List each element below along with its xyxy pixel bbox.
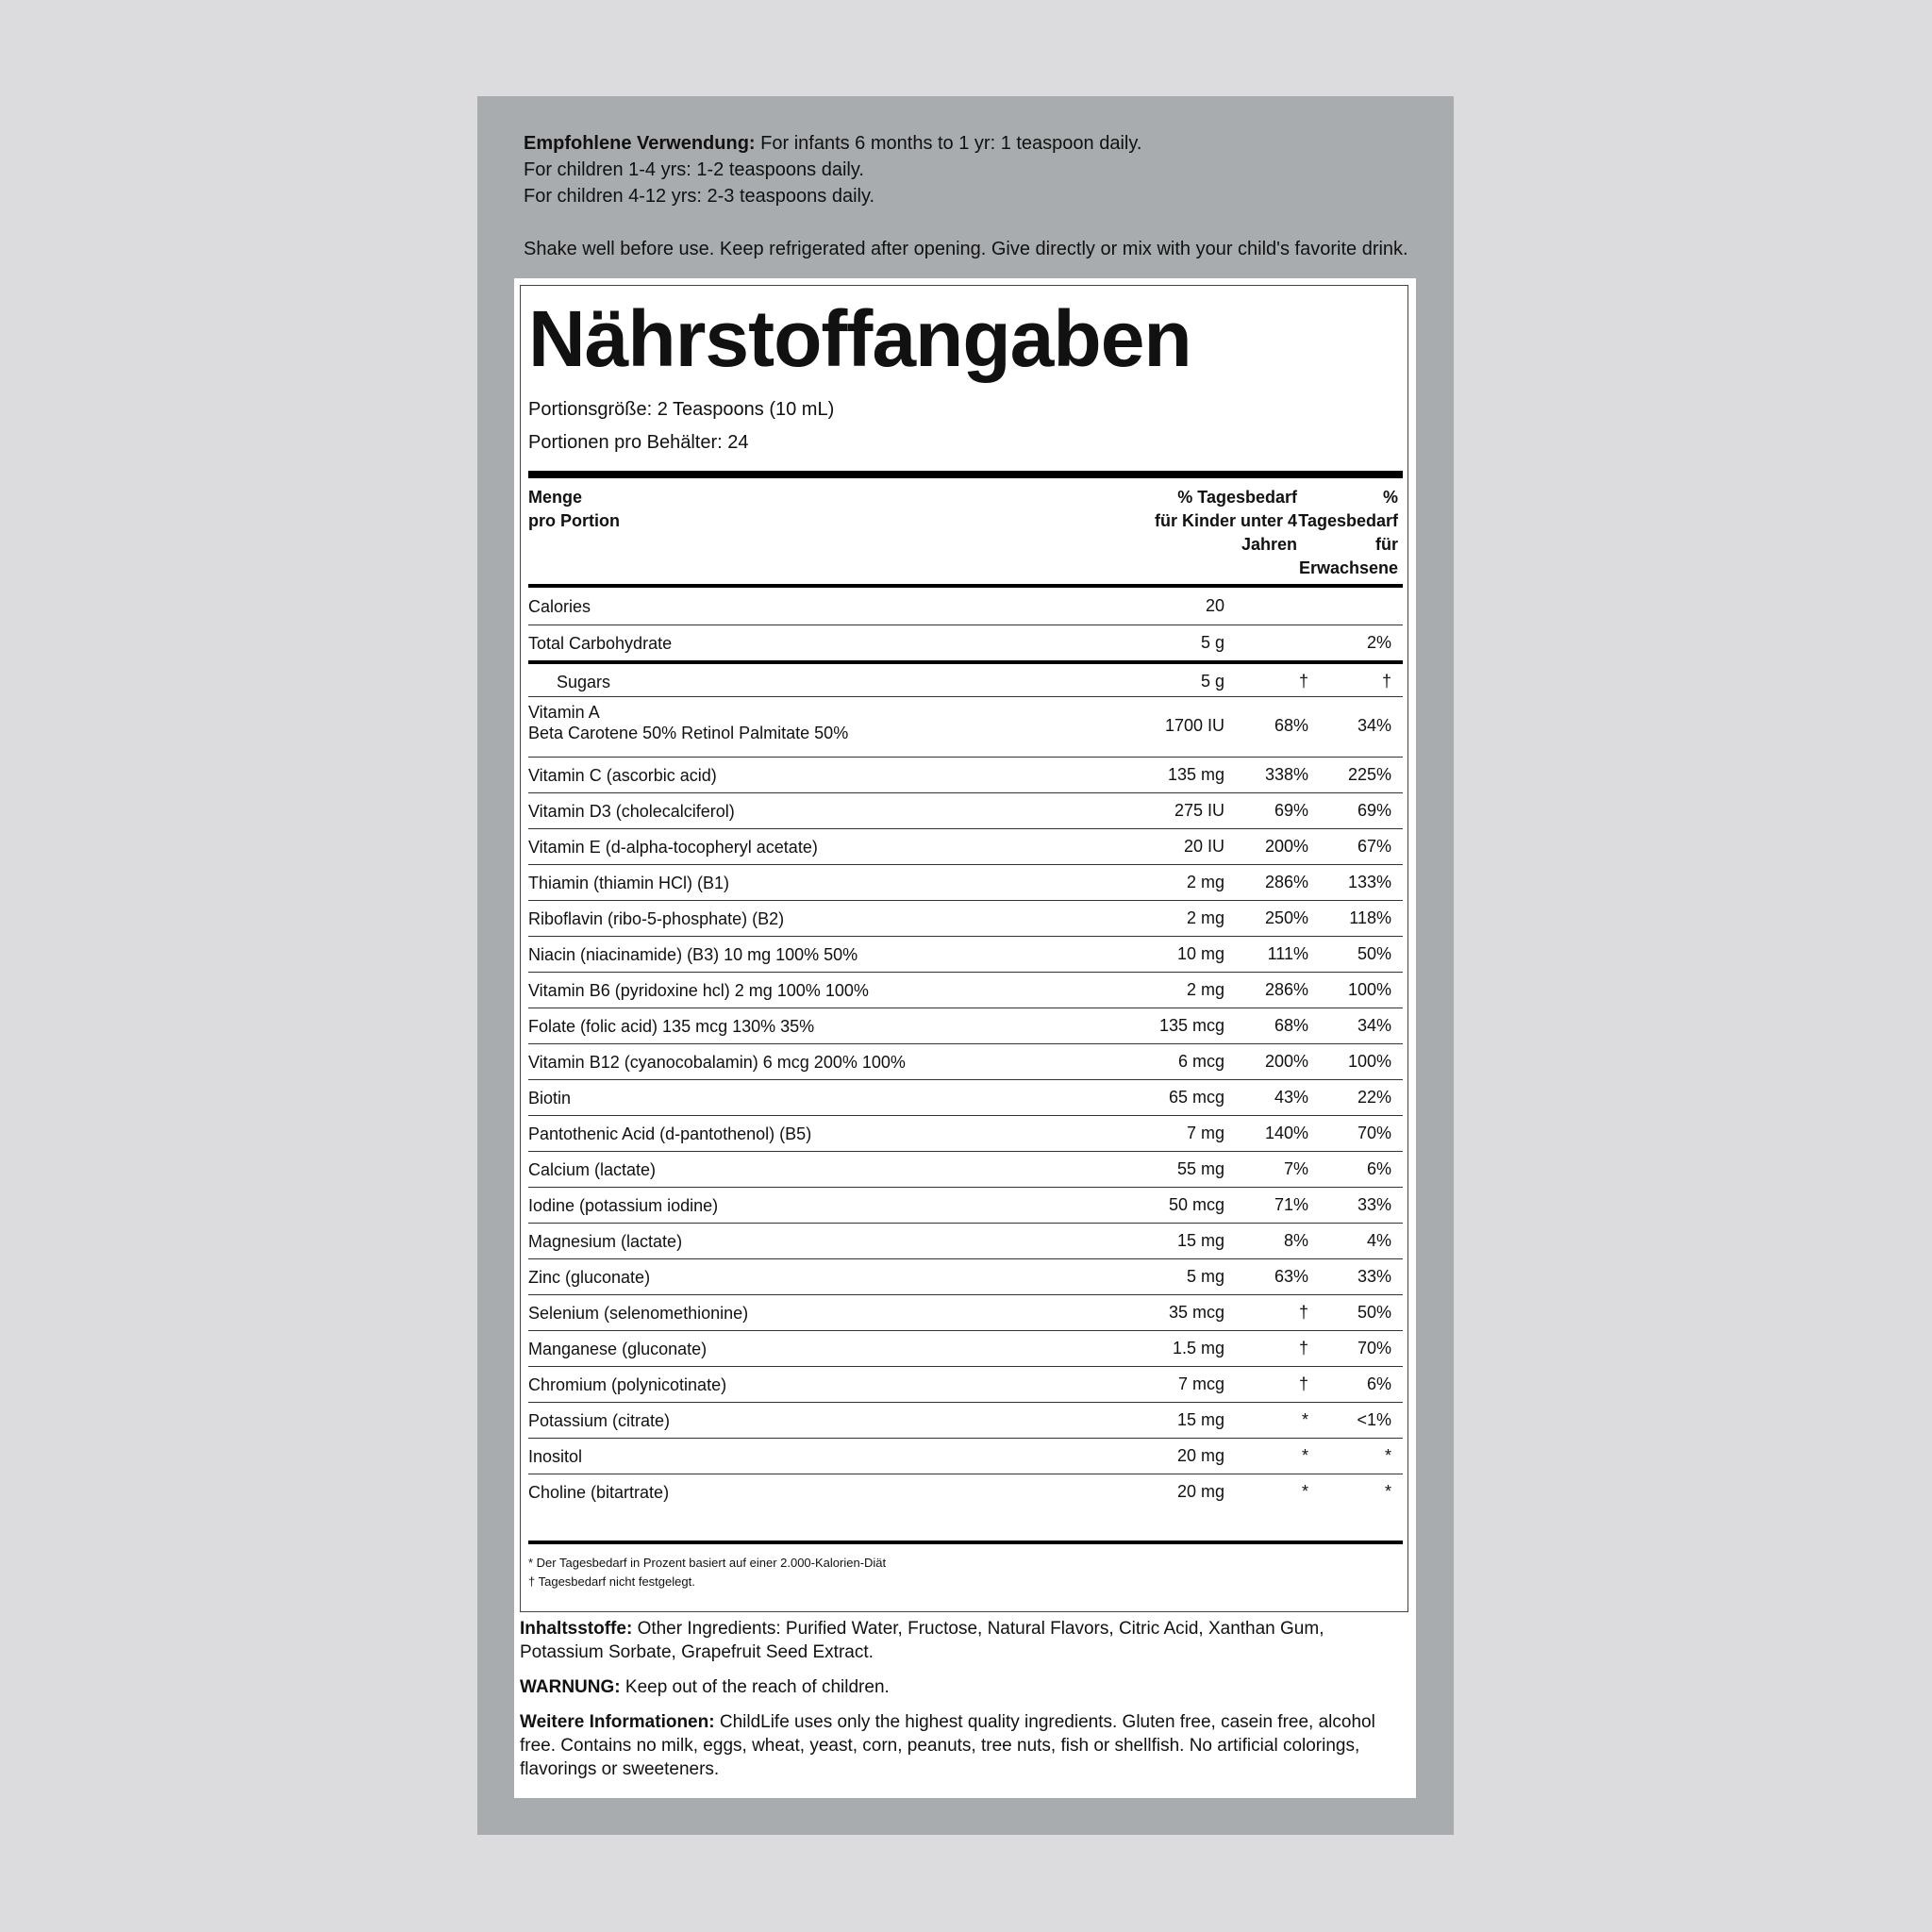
nutrient-name: Vitamin A Beta Carotene 50% Retinol Palmitate 50%: [528, 703, 849, 742]
recommended-use: [524, 130, 1429, 262]
header-amount-per-serving: Menge pro Portion: [528, 488, 620, 530]
daily-value-adults: 33%: [1357, 1195, 1391, 1214]
nutrient-name: Vitamin D3 (cholecalciferol): [528, 802, 735, 821]
header-daily-value-adults: % Tagesbedarf für Erwachsene: [1298, 488, 1398, 577]
facts-label: [514, 278, 1416, 1798]
nutrient-amount: 55 mg: [1176, 1159, 1224, 1178]
thick-divider-header: [528, 584, 1403, 588]
table-row: [528, 1043, 1403, 1079]
daily-value-adults: 50%: [1357, 1303, 1391, 1322]
nutrient-amount: 65 mcg: [1168, 1088, 1224, 1107]
nutrient-amount: 2 mg: [1186, 873, 1224, 891]
nutrient-name: Magnesium (lactate): [528, 1232, 683, 1251]
nutrient-name: Vitamin B6 (pyridoxine hcl) 2 mg 100% 100%: [528, 981, 869, 1000]
daily-value-adults: 70%: [1357, 1339, 1391, 1357]
nutrient-name: Niacin (niacinamide) (B3) 10 mg 100% 50%: [528, 945, 858, 964]
daily-value-adults: 69%: [1357, 801, 1391, 820]
daily-value-kids: *: [1301, 1446, 1308, 1465]
daily-value-kids: 71%: [1274, 1195, 1308, 1214]
usage-line-2: For children 1-4 yrs: 1-2 teaspoons daily.: [524, 159, 864, 180]
nutrient-name: Folate (folic acid) 135 mcg 130% 35%: [528, 1017, 815, 1036]
table-row: [528, 828, 1403, 864]
daily-value-kids: 68%: [1274, 716, 1308, 735]
daily-value-adults: 34%: [1357, 1016, 1391, 1035]
additional-info: [520, 1617, 1410, 1792]
table-row: [528, 1151, 1403, 1187]
table-row: [528, 864, 1403, 900]
daily-value-kids: 140%: [1264, 1124, 1308, 1142]
usage-label: Empfohlene Verwendung:: [524, 133, 756, 154]
daily-value-adults: 70%: [1357, 1124, 1391, 1142]
nutrient-amount: 6 mcg: [1177, 1052, 1224, 1071]
usage-line-4: Shake well before use. Keep refrigerated after opening. Give directly or mix with your child's favorite drink.: [524, 239, 1408, 259]
nutrient-name: Pantothenic Acid (d-pantothenol) (B5): [528, 1124, 812, 1143]
nutrient-amount: 20 mg: [1176, 1482, 1224, 1501]
more-info: Weitere Informationen: ChildLife uses only the highest quality ingredients. Gluten free, casein free, alcohol free. Contains no milk, eggs, wheat, yeast, corn, peanuts, tree nuts, fish or shellfish. No artificial colorings, flavorings or sweeteners.: [520, 1712, 1375, 1779]
daily-value-kids: 68%: [1274, 1016, 1308, 1035]
nutrient-amount: 5 g: [1200, 672, 1224, 691]
table-row: [528, 660, 1403, 696]
nutrient-amount: 1.5 mg: [1172, 1339, 1224, 1357]
nutrient-name: Riboflavin (ribo-5-phosphate) (B2): [528, 909, 785, 928]
nutrient-amount: 7 mcg: [1177, 1374, 1224, 1393]
daily-value-kids: 200%: [1264, 1052, 1308, 1071]
nutrient-name: Vitamin E (d-alpha-tocopheryl acetate): [528, 838, 818, 857]
nutrient-name: Iodine (potassium iodine): [528, 1196, 719, 1215]
table-row: [528, 936, 1403, 972]
nutrient-name: Choline (bitartrate): [528, 1483, 670, 1502]
daily-value-kids: 338%: [1264, 765, 1308, 784]
nutrient-name: Zinc (gluconate): [528, 1268, 651, 1287]
footnotes: [528, 1554, 886, 1591]
daily-value-kids: 286%: [1264, 873, 1308, 891]
nutrient-name: Total Carbohydrate: [528, 634, 673, 653]
product-label-card: [477, 96, 1454, 1835]
nutrient-name: Thiamin (thiamin HCl) (B1): [528, 874, 730, 892]
daily-value-adults: †: [1381, 672, 1391, 691]
nutrient-amount: 35 mcg: [1168, 1303, 1224, 1322]
header-daily-value-kids: % Tagesbedarf für Kinder unter 4 Jahren: [1154, 488, 1297, 554]
daily-value-kids: †: [1298, 1303, 1308, 1322]
nutrient-amount: 50 mcg: [1168, 1195, 1224, 1214]
nutrient-name: Vitamin C (ascorbic acid): [528, 766, 717, 785]
nutrient-amount: 15 mg: [1176, 1231, 1224, 1250]
nutrient-amount: 2 mg: [1186, 908, 1224, 927]
daily-value-kids: †: [1298, 1339, 1308, 1357]
daily-value-adults: 34%: [1357, 716, 1391, 735]
nutrient-name: Sugars: [557, 673, 611, 691]
nutrient-amount: 20 mg: [1176, 1446, 1224, 1465]
thick-divider-top: [528, 471, 1403, 478]
nutrient-name: Vitamin B12 (cyanocobalamin) 6 mcg 200% 100%: [528, 1053, 906, 1072]
table-header: [528, 486, 1403, 580]
nutrient-amount: 5 mg: [1186, 1267, 1224, 1286]
serving-size: Portionsgröße: 2 Teaspoons (10 mL): [528, 399, 835, 420]
daily-value-adults: 6%: [1366, 1374, 1391, 1393]
daily-value-adults: 67%: [1357, 837, 1391, 856]
ingredients: Inhaltsstoffe: Other Ingredients: Purified Water, Fructose, Natural Flavors, Citric Acid, Xanthan Gum, Potassium Sorbate, Grapefruit Seed Extract.: [520, 1619, 1324, 1662]
daily-value-adults: *: [1384, 1446, 1391, 1465]
daily-value-kids: 69%: [1274, 801, 1308, 820]
daily-value-kids: 43%: [1274, 1088, 1308, 1107]
table-row: [528, 1187, 1403, 1223]
table-row: [528, 757, 1403, 792]
footnote-daily-value: * Der Tagesbedarf in Prozent basiert auf einer 2.000-Kalorien-Diät: [528, 1556, 887, 1570]
usage-line-3: For children 4-12 yrs: 2-3 teaspoons daily.: [524, 186, 875, 207]
table-row: [528, 792, 1403, 828]
daily-value-adults: 4%: [1366, 1231, 1391, 1250]
table-row: [528, 1223, 1403, 1258]
daily-value-adults: 2%: [1366, 633, 1391, 652]
nutrient-amount: 1700 IU: [1164, 716, 1224, 735]
daily-value-kids: 8%: [1283, 1231, 1308, 1250]
daily-value-adults: 6%: [1366, 1159, 1391, 1178]
daily-value-kids: †: [1298, 1374, 1308, 1393]
nutrient-amount: 15 mg: [1176, 1410, 1224, 1429]
nutrient-amount: 135 mcg: [1158, 1016, 1224, 1035]
table-row: [528, 1079, 1403, 1115]
daily-value-kids: 286%: [1264, 980, 1308, 999]
daily-value-kids: 200%: [1264, 837, 1308, 856]
daily-value-adults: *: [1384, 1482, 1391, 1501]
daily-value-adults: 22%: [1357, 1088, 1391, 1107]
facts-title: Nährstoffangaben: [528, 294, 1191, 383]
nutrient-amount: 5 g: [1200, 633, 1224, 652]
table-row: [528, 1474, 1403, 1509]
nutrient-amount: 275 IU: [1174, 801, 1224, 820]
nutrient-amount: 20 IU: [1183, 837, 1224, 856]
nutrient-name: Chromium (polynicotinate): [528, 1375, 727, 1394]
footnote-dagger: † Tagesbedarf nicht festgelegt.: [528, 1574, 695, 1589]
nutrient-name: Manganese (gluconate): [528, 1340, 708, 1358]
daily-value-adults: <1%: [1357, 1410, 1391, 1429]
table-row: [528, 696, 1403, 757]
daily-value-adults: 118%: [1349, 908, 1391, 927]
daily-value-kids: *: [1301, 1482, 1308, 1501]
table-row: [528, 589, 1403, 625]
daily-value-kids: 63%: [1274, 1267, 1308, 1286]
table-row: [528, 1402, 1403, 1438]
nutrient-name: Potassium (citrate): [528, 1411, 671, 1430]
table-row: [528, 1330, 1403, 1366]
table-row: [528, 1294, 1403, 1330]
table-row: [528, 972, 1403, 1008]
daily-value-kids: *: [1301, 1410, 1308, 1429]
daily-value-kids: †: [1298, 672, 1308, 691]
daily-value-kids: 7%: [1283, 1159, 1308, 1178]
nutrient-amount: 10 mg: [1176, 944, 1224, 963]
daily-value-adults: 133%: [1347, 873, 1391, 891]
daily-value-adults: 50%: [1357, 944, 1391, 963]
nutrient-name: Calories: [528, 597, 591, 616]
table-row: [528, 1115, 1403, 1151]
daily-value-adults: 225%: [1347, 765, 1391, 784]
nutrient-amount: 2 mg: [1186, 980, 1224, 999]
daily-value-adults: 100%: [1347, 980, 1391, 999]
nutrient-amount: 135 mg: [1167, 765, 1224, 784]
nutrient-rows: [528, 589, 1403, 1509]
daily-value-adults: 100%: [1347, 1052, 1391, 1071]
table-row: [528, 1366, 1403, 1402]
daily-value-kids: 111%: [1267, 944, 1308, 963]
warning: WARNUNG: Keep out of the reach of children.: [520, 1677, 890, 1697]
table-row: [528, 1438, 1403, 1474]
thick-divider-bottom: [528, 1541, 1403, 1544]
table-row: [528, 1258, 1403, 1294]
daily-value-kids: 250%: [1264, 908, 1308, 927]
nutrient-name: Calcium (lactate): [528, 1160, 657, 1179]
nutrient-name: Inositol: [528, 1447, 583, 1466]
nutrient-name: Biotin: [528, 1089, 572, 1108]
nutrient-name: Selenium (selenomethionine): [528, 1304, 749, 1323]
facts-panel: [520, 285, 1408, 1612]
table-row: [528, 900, 1403, 936]
servings-per-container: Portionen pro Behälter: 24: [528, 432, 749, 453]
table-row: [528, 1008, 1403, 1043]
nutrient-amount: 20: [1205, 596, 1224, 615]
daily-value-adults: 33%: [1357, 1267, 1391, 1286]
usage-line-1: For infants 6 months to 1 yr: 1 teaspoon daily.: [760, 133, 1142, 154]
nutrient-amount: 7 mg: [1186, 1124, 1224, 1142]
table-row: [528, 625, 1403, 660]
